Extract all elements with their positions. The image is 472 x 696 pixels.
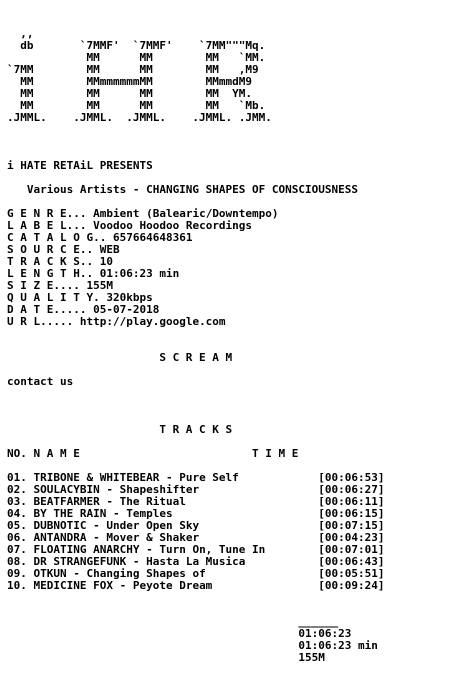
info-label: L A B E L... [7, 219, 87, 232]
tracks-header [7, 448, 467, 460]
info-label: S I Z E.... [7, 279, 80, 292]
logo-line: MM MM MM `MM. [7, 51, 279, 64]
track-number: 07. [7, 543, 27, 556]
logo-line: MM MM MM MM `Mb. [7, 99, 279, 112]
track-number: 03. [7, 495, 27, 508]
track-pad [212, 579, 318, 592]
track-number: 02. [7, 483, 27, 496]
totals-size [7, 652, 467, 664]
track-gap [27, 579, 34, 592]
nfo-document [7, 28, 467, 664]
info-value: 320kbps [99, 291, 153, 304]
track-number: 08. [7, 555, 27, 568]
track-time: [00:05:51] [318, 567, 385, 580]
track-name: FLOATING ANARCHY - Turn On, Tune In [33, 543, 266, 556]
track-time: [00:07:01] [318, 543, 385, 556]
info-label: U R L..... [7, 315, 74, 328]
track-time: [00:09:24] [318, 579, 385, 592]
track-number: 09. [7, 567, 27, 580]
tracks-header-no: NO. [7, 447, 27, 460]
track-number: 01. [7, 471, 27, 484]
presents-line: i HATE RETAiL PRESENTS [7, 159, 153, 172]
info-label: S O U R C E.. [7, 243, 94, 256]
logo-line: .JMML. .JMML. .JMML. .JMML. .JMM. [7, 111, 279, 124]
track-name: BY THE RAIN - Temples [33, 507, 173, 520]
logo-line: MM MM MM MM YM. [7, 87, 279, 100]
track-name: BEATFARMER - The Ritual [33, 495, 186, 508]
info-row-url [7, 316, 467, 328]
tracks-heading: T R A C K S [7, 423, 233, 436]
track-number: 05. [7, 519, 27, 532]
track-name: ANTANDRA - Mover & Shaker [33, 531, 200, 544]
info-value: WEB [93, 243, 120, 256]
info-value: http://play.google.com [73, 315, 226, 328]
track-time: [00:06:43] [318, 555, 385, 568]
track-name: OTKUN - Changing Shapes of [33, 567, 206, 580]
track-time: [00:06:27] [318, 483, 385, 496]
totals-time-text: 01:06:23 [298, 627, 352, 640]
track-time: [00:06:53] [318, 471, 385, 484]
track-name: DR STRANGEFUNK - Hasta La Musica [33, 555, 246, 568]
tracks-header-name: N A M E [26, 447, 80, 460]
track-name: SOULACYBIN - Shapeshifter [33, 483, 200, 496]
track-number: 06. [7, 531, 27, 544]
info-label: G E N R E... [7, 207, 87, 220]
info-label: Q U A L I T Y. [7, 291, 100, 304]
info-value: 657664648361 [106, 231, 193, 244]
track-list [7, 472, 467, 592]
logo-line: db `7MMF' `7MMF' `7MM"""Mq. [7, 39, 286, 52]
scream-heading: S C R E A M [7, 351, 233, 364]
info-value: Ambient (Balearic/Downtempo) [86, 207, 279, 220]
totals-indent [7, 651, 298, 664]
track-row [7, 580, 467, 592]
logo-line: MM MMmmmmmmMM MMmmdM9 [7, 75, 279, 88]
info-value: 155M [79, 279, 113, 292]
contact-text: contact us [7, 375, 74, 388]
info-label: L E N G T H.. [7, 267, 94, 280]
logo-line: `7MM MM MM MM ,M9 [7, 63, 279, 76]
track-time: [00:07:15] [318, 519, 385, 532]
info-label: C A T A L O G.. [7, 231, 107, 244]
totals-rule-text: ______ [298, 615, 339, 628]
track-time: [00:06:11] [318, 495, 385, 508]
totals-length-text: 01:06:23 min [298, 639, 378, 652]
track-number: 04. [7, 507, 27, 520]
info-value: 01:06:23 min [93, 267, 180, 280]
track-name: DUBNOTIC - Under Open Sky [33, 519, 200, 532]
info-value: 05-07-2018 [86, 303, 160, 316]
totals-size-text: 155M [298, 651, 325, 664]
info-value: Voodoo Hoodoo Recordings [86, 219, 253, 232]
info-label: D A T E..... [7, 303, 87, 316]
info-value: 10 [93, 255, 113, 268]
logo-line: ,, [7, 27, 306, 40]
info-label: T R A C K S.. [7, 255, 94, 268]
track-time: [00:06:15] [318, 507, 385, 520]
track-time: [00:04:23] [318, 531, 385, 544]
track-number: 10. [7, 579, 27, 592]
track-name: MEDICINE FOX - Peyote Dream [33, 579, 213, 592]
release-title: Various Artists - CHANGING SHAPES OF CONSCIOUSNESS [7, 183, 358, 196]
tracks-header-time: T I M E [252, 447, 299, 460]
track-name: TRIBONE & WHITEBEAR - Pure Self [33, 471, 239, 484]
tracks-header-spacer [80, 447, 252, 460]
